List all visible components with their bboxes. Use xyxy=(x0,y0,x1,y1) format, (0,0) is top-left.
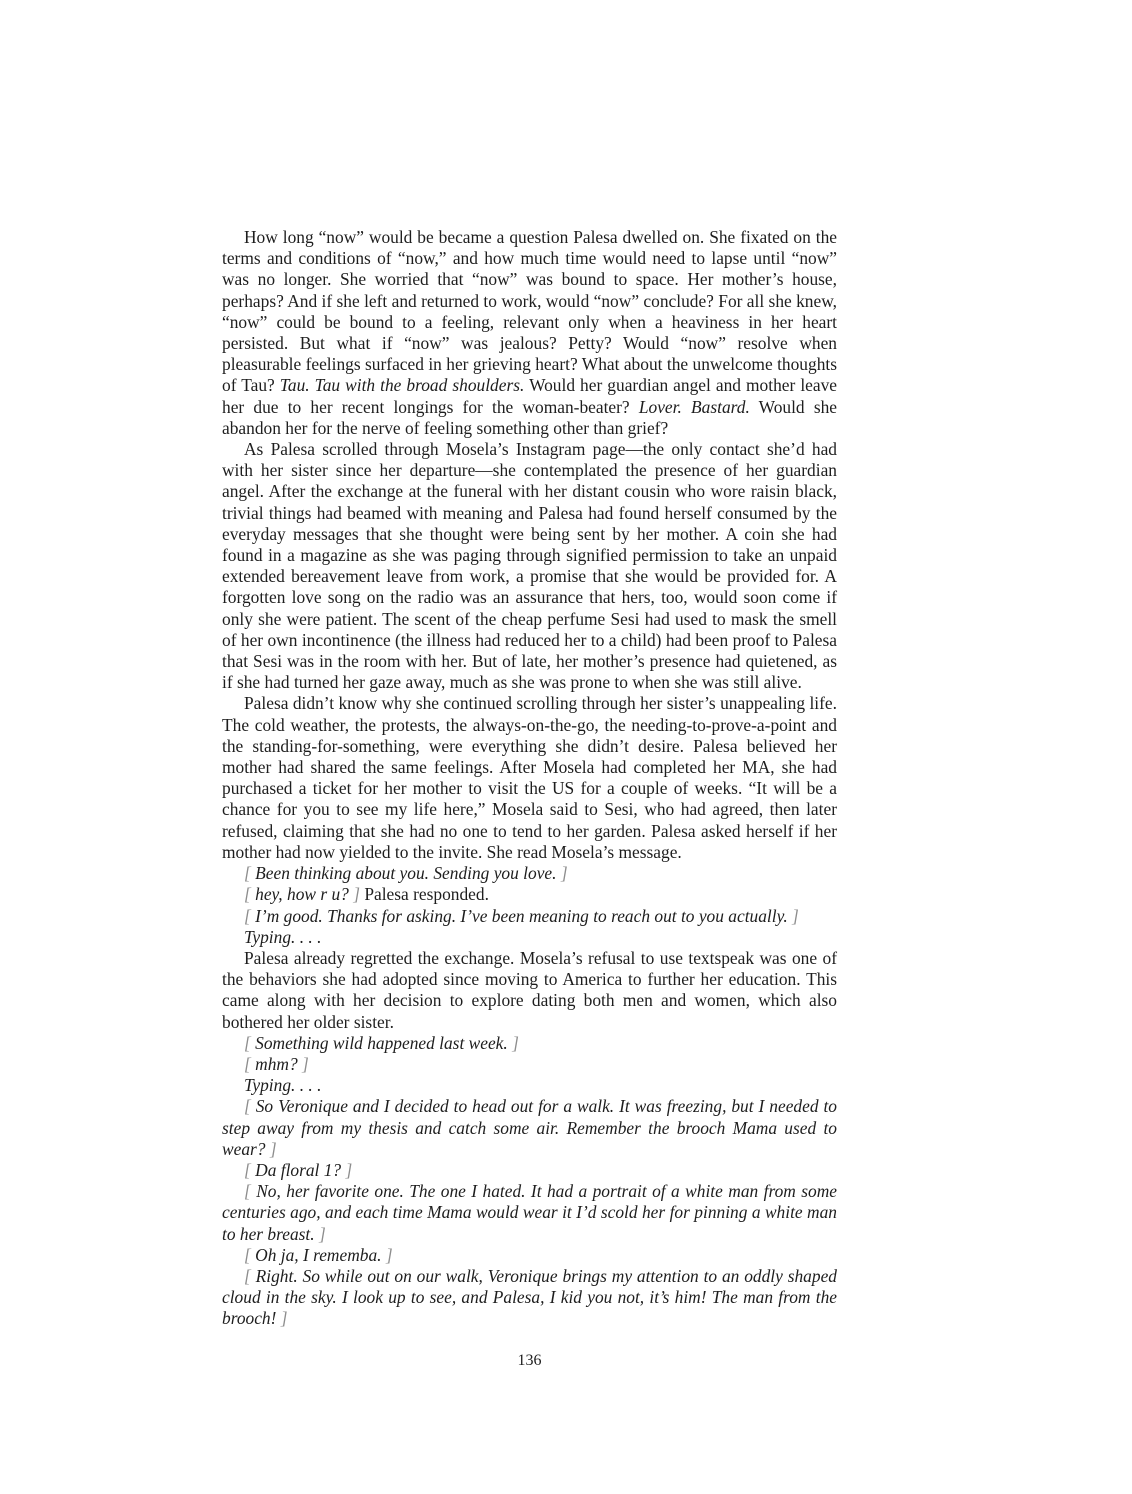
italic-text-run: Right. So while out on our walk, Veronique brings my attention to an oddly shaped cloud in the sky. I look up to see, and Palesa, I kid you not, it’s him! The man from the brooch! xyxy=(222,1265,837,1329)
dialogue-paragraph xyxy=(222,927,837,948)
dialogue-paragraph xyxy=(222,1160,837,1181)
text-block xyxy=(222,227,837,1330)
bracket-glyph: ] xyxy=(353,884,360,905)
bracket-glyph: [ xyxy=(244,1181,251,1202)
text-run: Palesa already regretted the exchange. Mosela’s refusal to use textspeak was one of the behaviors she had adopted since moving to America to further her education. This came along with her decision to explore dating both men and women, which also bothered her older sister. xyxy=(222,947,837,1032)
dialogue-paragraph xyxy=(222,863,837,884)
dialogue-paragraph xyxy=(222,1033,837,1054)
dialogue-paragraph xyxy=(222,1054,837,1075)
dialogue-paragraph xyxy=(222,1096,837,1160)
italic-text-run: Something wild happened last week. xyxy=(250,1032,513,1053)
bracket-glyph: [ xyxy=(244,884,251,905)
bracket-glyph: ] xyxy=(280,1308,288,1329)
italic-text-run: Typing. . . . xyxy=(244,1075,322,1096)
dialogue-paragraph xyxy=(222,1181,837,1245)
prose-paragraph xyxy=(222,227,837,439)
bracket-glyph: [ xyxy=(244,1096,251,1117)
bracket-glyph: ] xyxy=(302,1053,309,1074)
italic-text-run: hey, how r u? xyxy=(250,884,354,905)
italic-text-run: Been thinking about you. Sending you love. xyxy=(250,863,561,884)
italic-text-run: Da floral 1? xyxy=(250,1159,346,1180)
text-run: How long “now” would be became a question Palesa dwelled on. She fixated on the terms and conditions of “now,” and how much time would need to lapse until “now” was no longer. She worried that “now” was bound to space. Her mother’s house, perhaps? And if she left and returned to work, would “now” conclude? For all she knew, “now” could be bound to a feeling, relevant only when a heaviness in her heart persisted. But what if “now” was jealous? Petty? Would “now” resolve when pleasurable feelings surfaced in her grieving heart? What about the unwelcome thoughts of Tau? xyxy=(222,227,837,396)
dialogue-paragraph xyxy=(222,1075,837,1096)
bracket-glyph: [ xyxy=(244,1159,251,1180)
text-run: Palesa didn’t know why she continued scrolling through her sister’s unappealing life. The cold weather, the protests, the always-on-the-go, the needing-to-prove-a-point and the standing-for-something, were everything she didn’t desire. Palesa believed her mother had shared the same feelings. After Mosela had completed her MA, she had purchased a ticket for her mother to visit the US for a couple of weeks. “It will be a chance for you to see my life here,” Mosela said to Sesi, who had agreed, then later refused, claiming that she had no one to tend to her garden. Palesa asked herself if her mother had now yielded to the invite. She read Mosela’s message. xyxy=(222,693,837,862)
bracket-glyph: ] xyxy=(345,1159,353,1180)
italic-text-run: I’m good. Thanks for asking. I’ve been meaning to reach out to you actually. xyxy=(250,905,793,926)
text-run: Palesa responded. xyxy=(359,884,489,905)
prose-paragraph xyxy=(222,439,837,693)
italic-text-run: Oh ja, I rememba. xyxy=(250,1244,386,1265)
bracket-glyph: [ xyxy=(244,905,251,926)
dialogue-paragraph xyxy=(222,906,837,927)
bracket-glyph: [ xyxy=(244,863,251,884)
bracket-glyph: ] xyxy=(792,905,799,926)
bracket-glyph: ] xyxy=(560,863,568,884)
bracket-glyph: [ xyxy=(244,1265,251,1286)
italic-text-run: No, her favorite one. The one I hated. It had a portrait of a white man from some centuries ago, and each time Mama would wear it I’d scold her for pinning a white man to her breast. xyxy=(222,1181,837,1244)
dialogue-paragraph xyxy=(222,1245,837,1266)
bracket-glyph: [ xyxy=(244,1053,251,1074)
italic-text-run: Lover. Bastard. xyxy=(638,396,750,417)
italic-text-run: mhm? xyxy=(250,1053,302,1074)
italic-text-run: Tau. Tau with the broad shoulders. xyxy=(279,375,525,396)
page-number: 136 xyxy=(517,1352,542,1369)
text-run: Would her guardian angel and mother leave her due to her recent longings for the woman-beater? xyxy=(222,375,837,417)
bracket-glyph: [ xyxy=(244,1244,251,1265)
bracket-glyph: [ xyxy=(244,1032,251,1053)
dialogue-paragraph xyxy=(222,884,837,905)
bracket-glyph: ] xyxy=(269,1138,277,1159)
text-run: As Palesa scrolled through Mosela’s Instagram page—the only contact she’d had with her sister since her departure—she contemplated the presence of her guardian angel. After the exchange at the funeral with her distant cousin who wore raisin black, trivial things had beamed with meaning and Palesa had found herself consumed by the everyday messages that she thought were being sent by her mother. A coin she had found in a magazine as she was paging through signified permission to take an unpaid extended bereavement leave from work, a promise that she would be provided for. A forgotten love song on the radio was an assurance that hers, too, would soon come if only she were patient. The scent of the cheap perfume Sesi had used to mask the smell of her own incontinence (the illness had reduced her to a child) had been proof to Palesa that Sesi was in the room with her. But of late, her mother’s presence had quietened, as if she had turned her gaze away, much as she was prone to when she was still alive. xyxy=(222,439,837,693)
prose-paragraph xyxy=(222,693,837,863)
text-run: Would she abandon her for the nerve of feeling something other than grief? xyxy=(222,396,837,438)
bracket-glyph: ] xyxy=(385,1244,393,1265)
dialogue-paragraph xyxy=(222,1266,837,1330)
bracket-glyph: ] xyxy=(512,1032,519,1053)
italic-text-run: Typing. . . . xyxy=(244,926,322,947)
prose-paragraph xyxy=(222,948,837,1033)
bracket-glyph: ] xyxy=(318,1223,326,1244)
italic-text-run: So Veronique and I decided to head out for a walk. It was freezing, but I needed to step away from my thesis and catch some air. Remember the brooch Mama used to wear? xyxy=(222,1096,837,1159)
